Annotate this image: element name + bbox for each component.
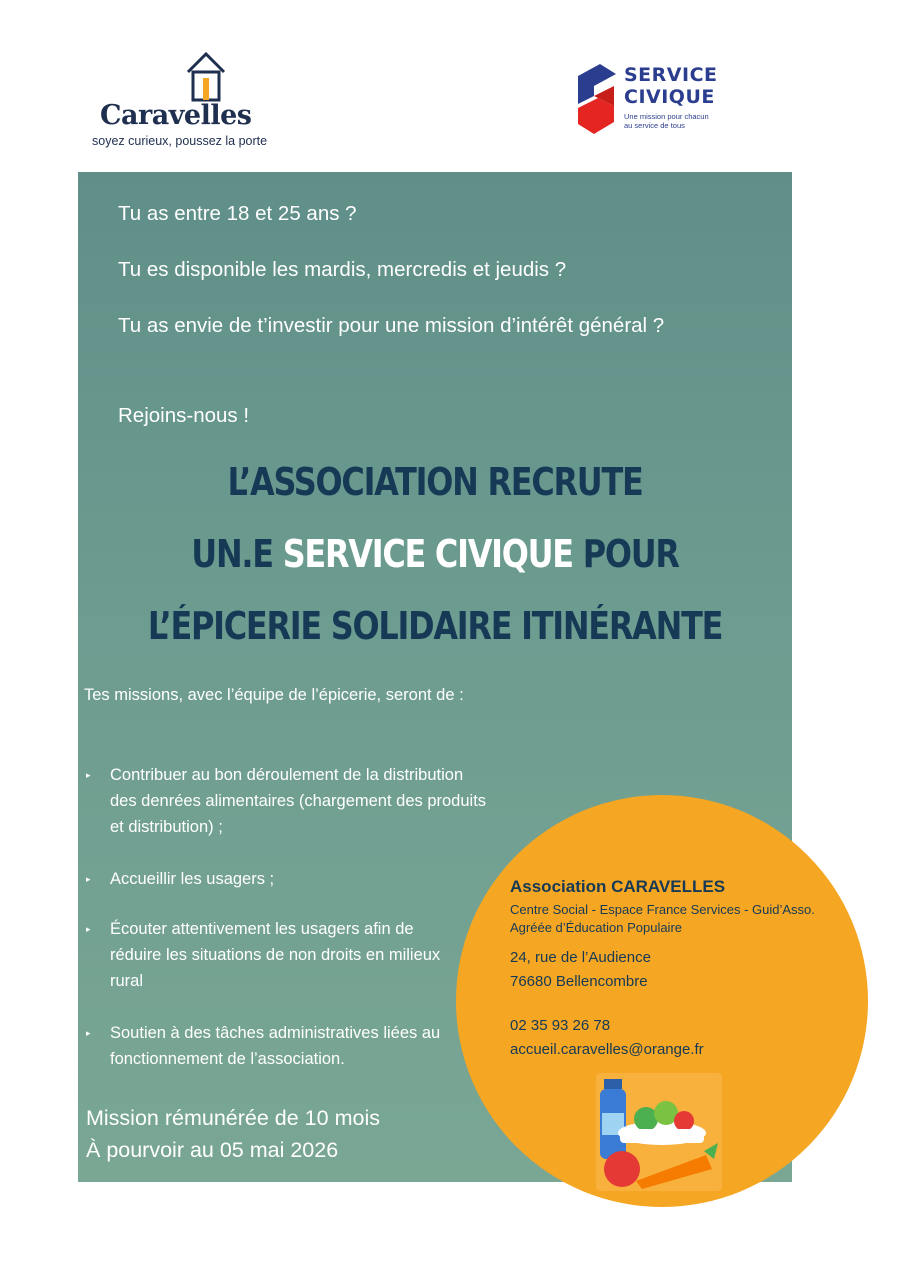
email-address: accueil.caravelles@orange.fr [510, 1041, 704, 1058]
mission-item: Contribuer au bon déroulement de la distribution des denrées alimentaires (chargement des produits et distribution) ; [110, 766, 487, 836]
bullet-icon: ▸ [86, 874, 91, 884]
address-street: 24, rue de l’Audience [510, 949, 651, 966]
mission-start-date: À pourvoir au 05 mai 2026 [86, 1138, 339, 1162]
mission-duration: Mission rémunérée de 10 mois [86, 1106, 380, 1130]
question-motivation: Tu as envie de t’investir pour une mission d’intérêt général ? [118, 314, 665, 337]
mission-item: Soutien à des tâches administratives liées au fonctionnement de l’association. [110, 1024, 441, 1068]
service-civique-title: SERVICE CIVIQUE [624, 64, 718, 108]
association-name: Association CARAVELLES [510, 877, 726, 896]
bullet-icon: ▸ [86, 770, 91, 780]
missions-intro: Tes missions, avec l’équipe de l’épicerie, seront de : [84, 686, 464, 704]
caravelles-tagline: soyez curieux, poussez la porte [92, 134, 268, 148]
groceries-illustration-icon [596, 1073, 722, 1191]
mission-item: Accueillir les usagers ; [110, 870, 275, 888]
caravelles-logo [92, 50, 272, 150]
service-civique-tagline: Une mission pour chacun au service de tous [624, 112, 709, 130]
service-civique-logo [574, 60, 724, 140]
headline-line-2: UN.E SERVICE CIVIQUE POUR [191, 532, 679, 576]
bullet-icon: ▸ [86, 924, 91, 934]
association-subtitle: Centre Social - Espace France Services - Guid’Asso. [510, 902, 815, 917]
headline-line-1: L’ASSOCIATION RECRUTE [227, 460, 643, 504]
service-civique-mark-icon [574, 62, 618, 134]
association-accreditation: Agréée d’Éducation Populaire [510, 920, 683, 935]
headline-line-3: L’ÉPICERIE SOLIDAIRE ITINÉRANTE [147, 604, 723, 648]
house-icon [184, 50, 228, 102]
phone-number: 02 35 93 26 78 [510, 1017, 611, 1034]
mission-item: Écouter attentivement les usagers afin de réduire les situations de non droits en milieux rural [110, 920, 441, 990]
question-age: Tu as entre 18 et 25 ans ? [118, 202, 357, 225]
join-us: Rejoins-nous ! [118, 404, 250, 427]
bullet-icon: ▸ [86, 1028, 91, 1038]
caravelles-name: Caravelles [100, 100, 252, 131]
contact-circle [456, 795, 868, 1207]
question-availability: Tu es disponible les mardis, mercredis et jeudis ? [118, 258, 567, 281]
address-city: 76680 Bellencombre [510, 973, 648, 990]
